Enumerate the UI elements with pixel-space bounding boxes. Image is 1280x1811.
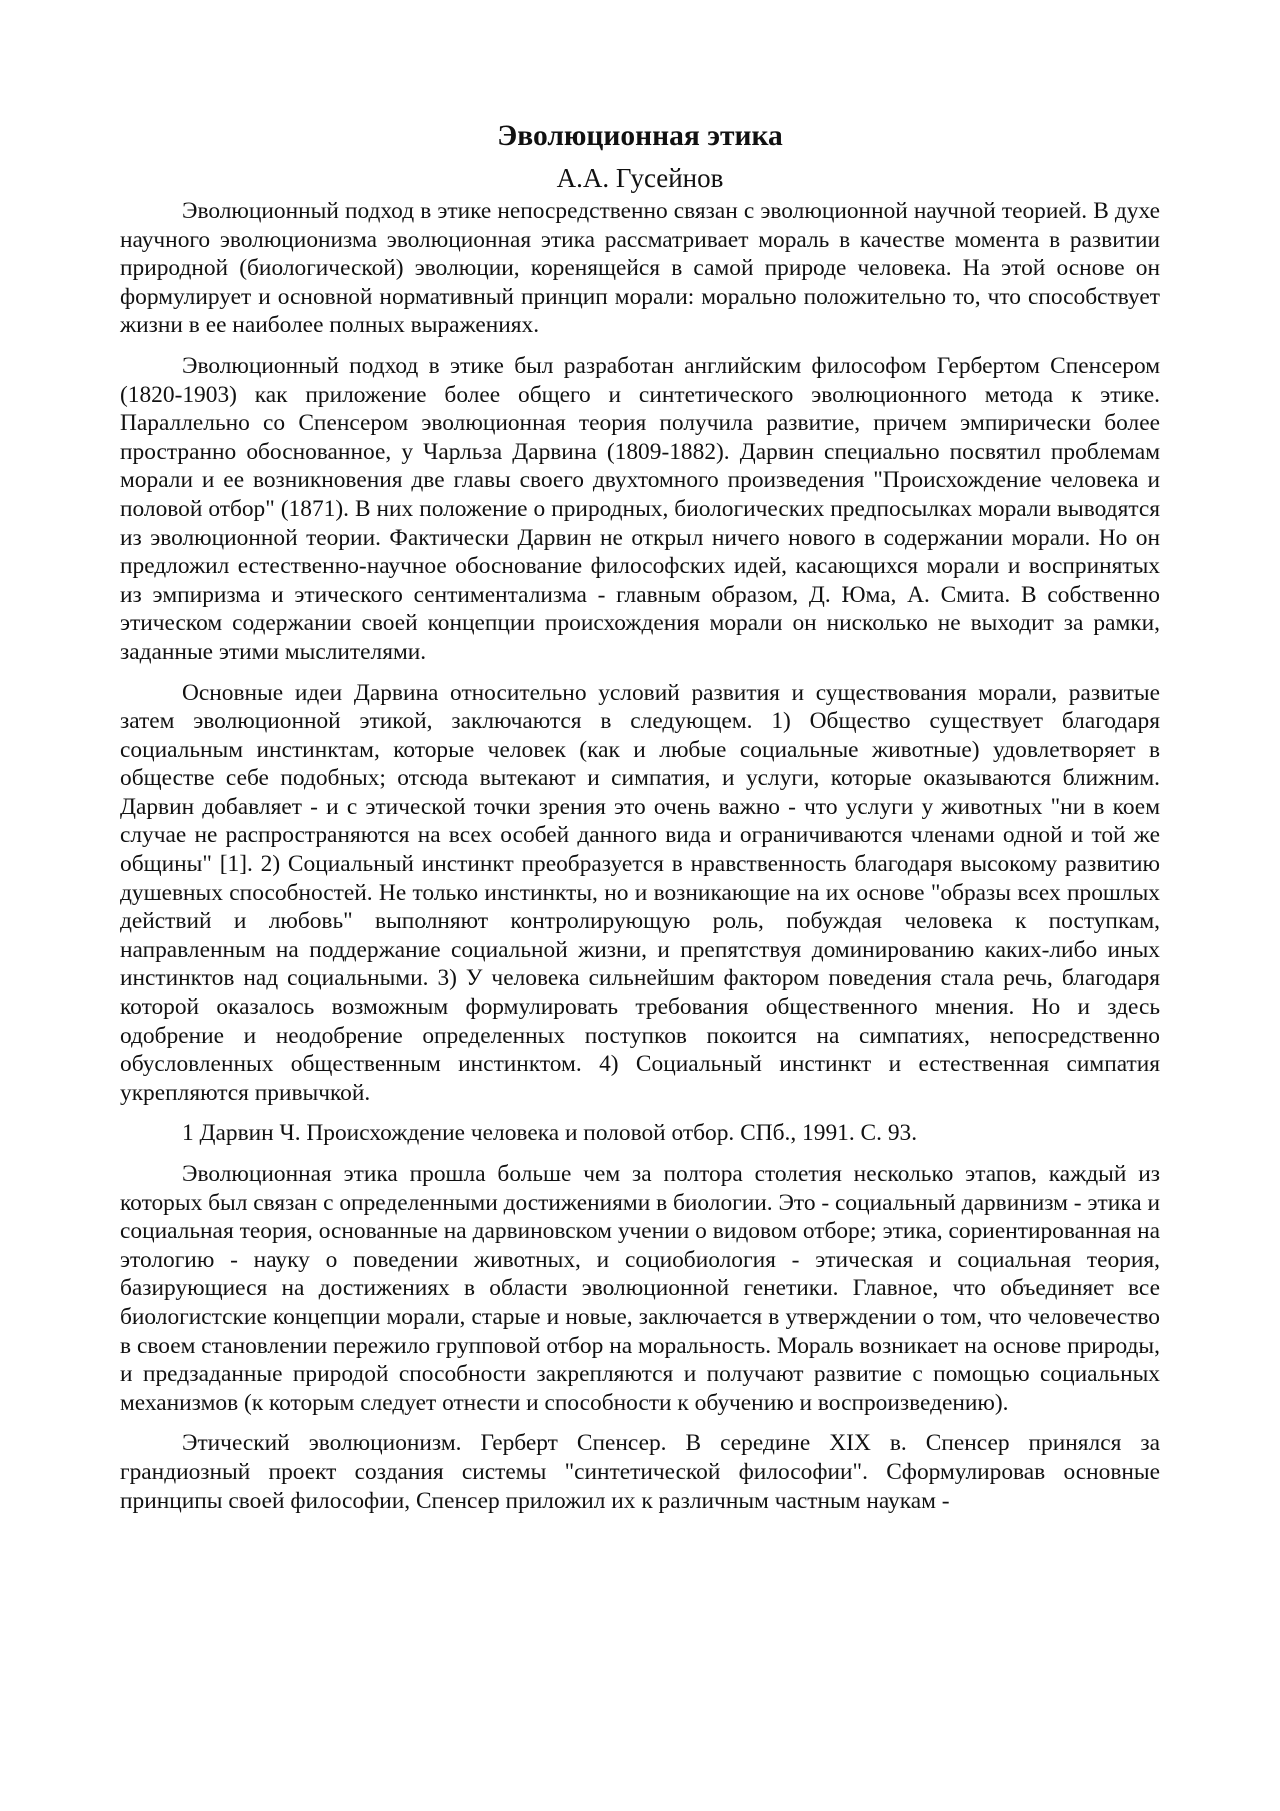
document-title: Эволюционная этика: [497, 120, 783, 152]
paragraph-stages: Эволюционная этика прошла больше чем за полтора столетия несколько этапов, каждый из которых был связан с определенными достижениями в биологии. Это - социальный дарвинизм - этика и социальная теория, основанные на дарвиновском учении о видовом отборе; этика, сориентированная на этологию - науку о поведении животных, и социобиология - этическая и социальная теория, базирующиеся на достижениях в области эволюционной генетики. Главное, что объединяет все биологистские концепции морали, старые и новые, заключается в утверждении о том, что человечество в своем становлении пережило групповой отбор на моральность. Мораль возникает на основе природы, и предзаданные природой способности закрепляются и получают развитие с помощью социальных механизмов (к которым следует отнести и способности к обучению и воспроизведению).: [120, 1161, 1160, 1416]
document-author: А.А. Гусейнов: [556, 163, 724, 193]
paragraph-spencer-section: Этический эволюционизм. Герберт Спенсер. В середине XIX в. Спенсер принялся за грандиозный проект создания системы "синтетической философии". Сформулировав основные принципы своей философии, Спенсер приложил их к различным частным наукам -: [120, 1430, 1160, 1514]
footnote: 1 Дарвин Ч. Происхождение человека и половой отбор. СПб., 1991. С. 93.: [182, 1120, 918, 1147]
document-page: [120, 118, 1160, 1527]
paragraph-intro: Эволюционный подход в этике непосредственно связан с эволюционной научной теорией. В духе научного эволюционизма эволюционная этика рассматривает мораль в качестве момента в развитии природной (биологической) эволюции, коренящейся в самой природе человека. На этой основе он формулирует и основной нормативный принцип морали: морально положительно то, что способствует жизни в ее наиболее полных выражениях.: [120, 198, 1160, 339]
paragraph-spencer-darwin: Эволюционный подход в этике был разработан английским философом Гербертом Спенсером (1820-1903) как приложение более общего и синтетического эволюционного метода к этике. Параллельно со Спенсером эволюционная теория получила развитие, причем эмпирически более пространно обоснованное, у Чарльза Дарвина (1809-1882). Дарвин специально посвятил проблемам морали и ее возникновения две главы своего двухтомного произведения "Происхождение человека и половой отбор" (1871). В них положение о природных, биологических предпосылках морали выводятся из эволюционной теории. Фактически Дарвин не открыл ничего нового в содержании морали. Но он предложил естественно-научное обоснование философских идей, касающихся морали и воспринятых из эмпиризма и этического сентиментализма - главным образом, Д. Юма, А. Смита. В собственно этическом содержании своей концепции происхождения морали он нисколько не выходит за рамки, заданные этими мыслителями.: [120, 352, 1160, 665]
paragraph-darwin-ideas: Основные идеи Дарвина относительно условий развития и существования морали, развитые затем эволюционной этикой, заключаются в следующем. 1) Общество существует благодаря социальным инстинктам, которые человек (как и любые социальные животные) удовлетворяет в обществе себе подобных; отсюда вытекают и симпатия, и услуги, которые оказываются ближним. Дарвин добавляет - и с этической точки зрения это очень важно - что услуги у животных "ни в коем случае не распространяются на всех особей данного вида и ограничиваются членами одной и той же общины" [1]. 2) Социальный инстинкт преобразуется в нравственность благодаря высокому развитию душевных способностей. Не только инстинкты, но и возникающие на их основе "образы всех прошлых действий и любовь" выполняют контролирующую роль, побуждая человека к поступкам, направленным на поддержание социальной жизни, и препятствуя доминированию каких-либо иных инстинктов над социальными. 3) У человека сильнейшим фактором поведения стала речь, благодаря которой оказалось возможным формулировать требования общественного мнения. Но и здесь одобрение и неодобрение определенных поступков покоится на симпатиях, непосредственно обусловленных общественным инстинктом. 4) Социальный инстинкт и естественная симпатия укрепляются привычкой.: [120, 679, 1160, 1106]
